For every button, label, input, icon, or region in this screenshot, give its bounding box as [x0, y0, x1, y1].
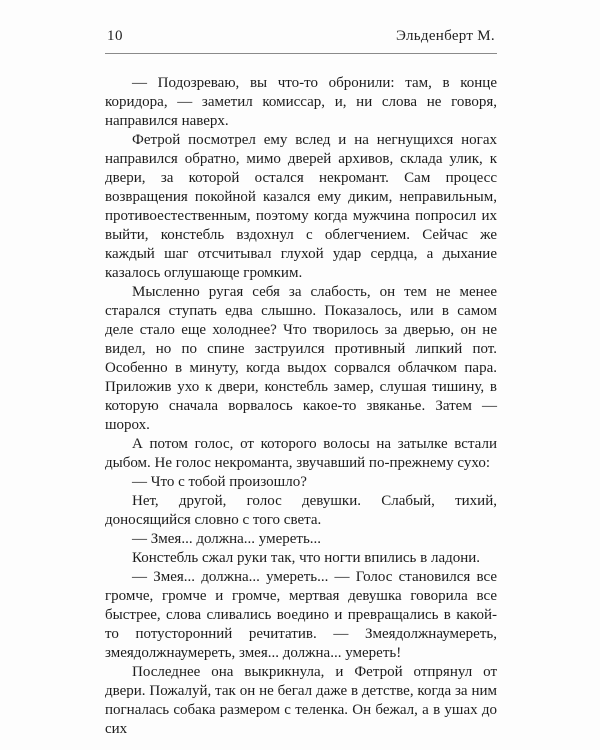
paragraph-9: — Змея... должна... умереть... — Голос становился все громче, громче и громче, мертвая девушка говорила все быстрее, слова сливались воедино и превращались в какой-то потусторонний речитатив. — Змеядолжнаумереть, змеядолжнаумереть, змея... должна... умереть!: [105, 569, 497, 661]
paragraph-6: Нет, другой, голос девушки. Слабый, тихий, доносящийся словно с того света.: [105, 493, 497, 528]
paragraph-7: — Змея... должна... умереть...: [132, 531, 322, 547]
paragraph-5: — Что с тобой произошло?: [132, 474, 307, 490]
page-body: [105, 74, 497, 739]
page-number: 10: [107, 28, 123, 44]
paragraph-10: Последнее она выкрикнула, и Фетрой отпрянул от двери. Пожалуй, так он не бегал даже в детстве, когда за ним погналась собака размером с теленка. Он бежал, а в ушах до сих: [105, 664, 497, 737]
paragraph-4: А потом голос, от которого волосы на затылке встали дыбом. Не голос некроманта, звучавший по-прежнему сухо:: [105, 436, 497, 471]
paragraph-3: Мысленно ругая себя за слабость, он тем не менее старался ступать едва слышно. Показалось, или в самом деле стало еще холоднее? Что творилось за дверью, он не видел, но по спине заструился противный липкий пот. Особенно в минуту, когда выдох сорвался облачком пара. Приложив ухо к двери, констебль замер, слушая тишину, в которую сначала ворвалось какое-то звяканье. Затем — шорох.: [105, 284, 497, 433]
header-divider: [105, 53, 497, 54]
paragraph-1: — Подозреваю, вы что-то обронили: там, в конце коридора, — заметил комиссар, и, ни слова не говоря, направился наверх.: [105, 75, 497, 129]
paragraph-2: Фетрой посмотрел ему вслед и на негнущихся ногах направился обратно, мимо дверей архивов, склада улик, к двери, за которой остался некромант. Сам процесс возвращения покойной казался ему диким, неправильным, противоестественным, поэтому когда мужчина попросил их выйти, констебль вздохнул с облегчением. Сейчас же каждый шаг отсчитывал глухой удар сердца, а дыхание казалось оглушающе громким.: [105, 132, 497, 281]
page-header: [105, 28, 497, 45]
paragraph-8: Констебль сжал руки так, что ногти впились в ладони.: [132, 550, 481, 566]
header-author: Эльденберт М.: [395, 28, 495, 44]
